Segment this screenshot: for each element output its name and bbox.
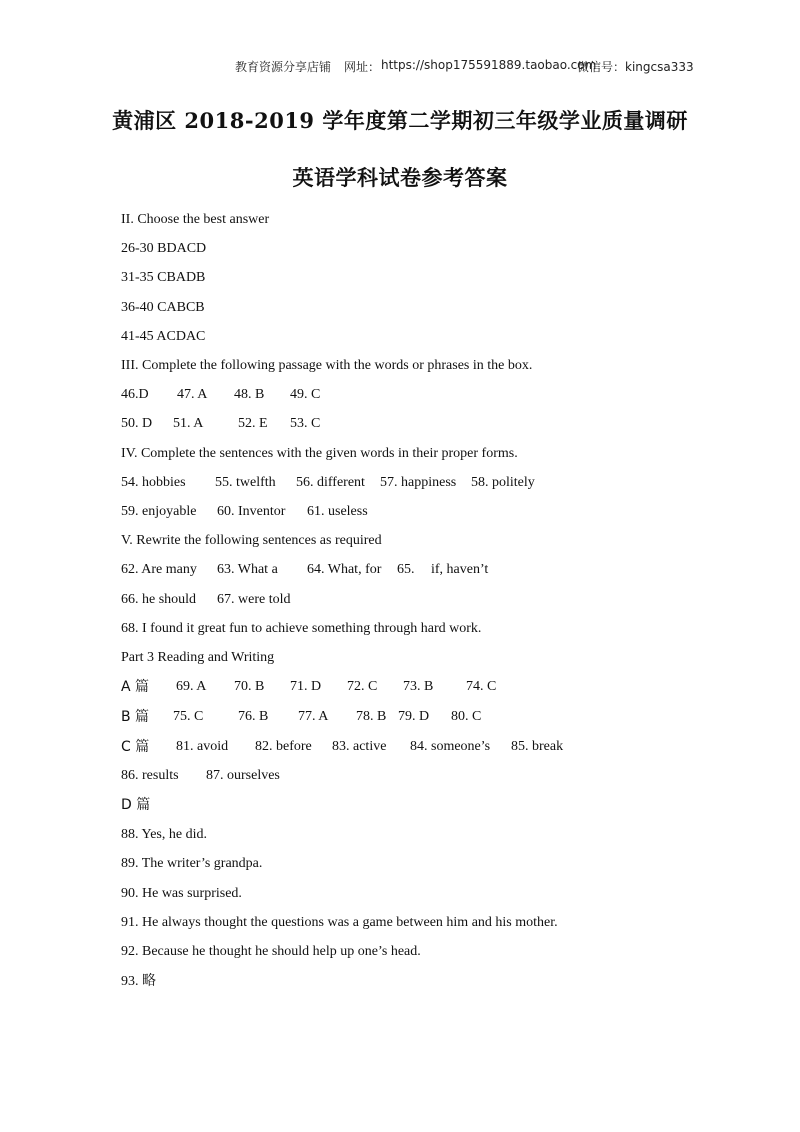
answer-item: 78. B bbox=[356, 709, 387, 724]
answer-item: 63. What a bbox=[217, 562, 278, 577]
answer-line: 92. Because he thought he should help up one’s head. bbox=[121, 944, 421, 959]
section-heading: Part 3 Reading and Writing bbox=[121, 650, 275, 665]
answer-item: 47. A bbox=[177, 387, 208, 402]
section-heading: D 篇 bbox=[121, 797, 151, 813]
answer-item: 50. D bbox=[121, 416, 153, 431]
answer-line: 68. I found it great fun to achieve something through hard work. bbox=[121, 621, 482, 636]
answer-item: 66. he should bbox=[121, 592, 197, 607]
answer-line: 91. He always thought the questions was a game between him and his mother. bbox=[121, 915, 558, 930]
header-url-label: 网址： bbox=[344, 60, 381, 74]
answer-item: 72. C bbox=[347, 679, 378, 694]
answer-item: 73. B bbox=[403, 679, 434, 694]
answer-item: 49. C bbox=[290, 387, 321, 402]
section-heading: III. Complete the following passage with the words or phrases in the box. bbox=[121, 358, 533, 373]
header-shop: 教育资源分享店铺 bbox=[235, 60, 332, 74]
answer-item: 57. happiness bbox=[380, 475, 457, 490]
answer-item: 54. hobbies bbox=[121, 475, 186, 490]
answer-item: 87. ourselves bbox=[206, 768, 280, 783]
document-subtitle: 英语学科试卷参考答案 bbox=[292, 165, 508, 190]
answer-item: 48. B bbox=[234, 387, 265, 402]
answer-line: 41-45 ACDAC bbox=[121, 329, 206, 344]
answer-item: 65. bbox=[397, 562, 415, 577]
answer-item: 85. break bbox=[511, 739, 564, 754]
answer-line: 36-40 CABCB bbox=[121, 300, 205, 315]
answer-item: 84. someone’s bbox=[410, 739, 491, 754]
answer-item: 62. Are many bbox=[121, 562, 197, 577]
answer-item: 81. avoid bbox=[176, 739, 229, 754]
answer-line: 90. He was surprised. bbox=[121, 886, 242, 901]
answer-line: 88. Yes, he did. bbox=[121, 827, 207, 842]
answer-item: 58. politely bbox=[471, 475, 535, 490]
answer-item: 86. results bbox=[121, 768, 179, 783]
answer-item: 61. useless bbox=[307, 504, 368, 519]
answer-item: if, haven’t bbox=[431, 562, 489, 577]
answer-item: 67. were told bbox=[217, 592, 291, 607]
answer-item: 80. C bbox=[451, 709, 482, 724]
answer-item: 64. What, for bbox=[307, 562, 382, 577]
answer-item: 55. twelfth bbox=[215, 475, 276, 490]
answer-item: 46.D bbox=[121, 387, 149, 402]
answer-line: 89. The writer’s grandpa. bbox=[121, 856, 263, 871]
answer-item: 56. different bbox=[296, 475, 365, 490]
passage-label: A 篇 bbox=[121, 679, 150, 695]
answer-item: 76. B bbox=[238, 709, 269, 724]
header-url: https://shop175591889.taobao.com bbox=[381, 58, 597, 72]
section-heading: IV. Complete the sentences with the given words in their proper forms. bbox=[121, 446, 518, 461]
answer-item: 75. C bbox=[173, 709, 204, 724]
passage-label: C 篇 bbox=[121, 739, 150, 755]
answer-item: 59. enjoyable bbox=[121, 504, 197, 519]
passage-label: B 篇 bbox=[121, 709, 150, 725]
section-heading: II. Choose the best answer bbox=[121, 212, 270, 227]
answer-line: 31-35 CBADB bbox=[121, 270, 206, 285]
answer-item: 60. Inventor bbox=[217, 504, 286, 519]
answer-item: 69. A bbox=[176, 679, 207, 694]
document-title: 黄浦区 2018-2019 学年度第二学期初三年级学业质量调研 bbox=[112, 108, 688, 133]
answer-item: 82. before bbox=[255, 739, 312, 754]
answer-line: 26-30 BDACD bbox=[121, 241, 207, 256]
answer-item: 83. active bbox=[332, 739, 387, 754]
section-heading: V. Rewrite the following sentences as required bbox=[121, 533, 382, 548]
answer-item: 79. D bbox=[398, 709, 430, 724]
answer-item: 52. E bbox=[238, 416, 268, 431]
answer-item: 51. A bbox=[173, 416, 204, 431]
header-wechat: 微信号：kingcsa333 bbox=[577, 60, 694, 74]
answer-item: 71. D bbox=[290, 679, 322, 694]
answer-item: 74. C bbox=[466, 679, 497, 694]
answer-item: 77. A bbox=[298, 709, 329, 724]
answer-item: 53. C bbox=[290, 416, 321, 431]
answer-item: 70. B bbox=[234, 679, 265, 694]
answer-line: 93. 略 bbox=[121, 974, 156, 989]
